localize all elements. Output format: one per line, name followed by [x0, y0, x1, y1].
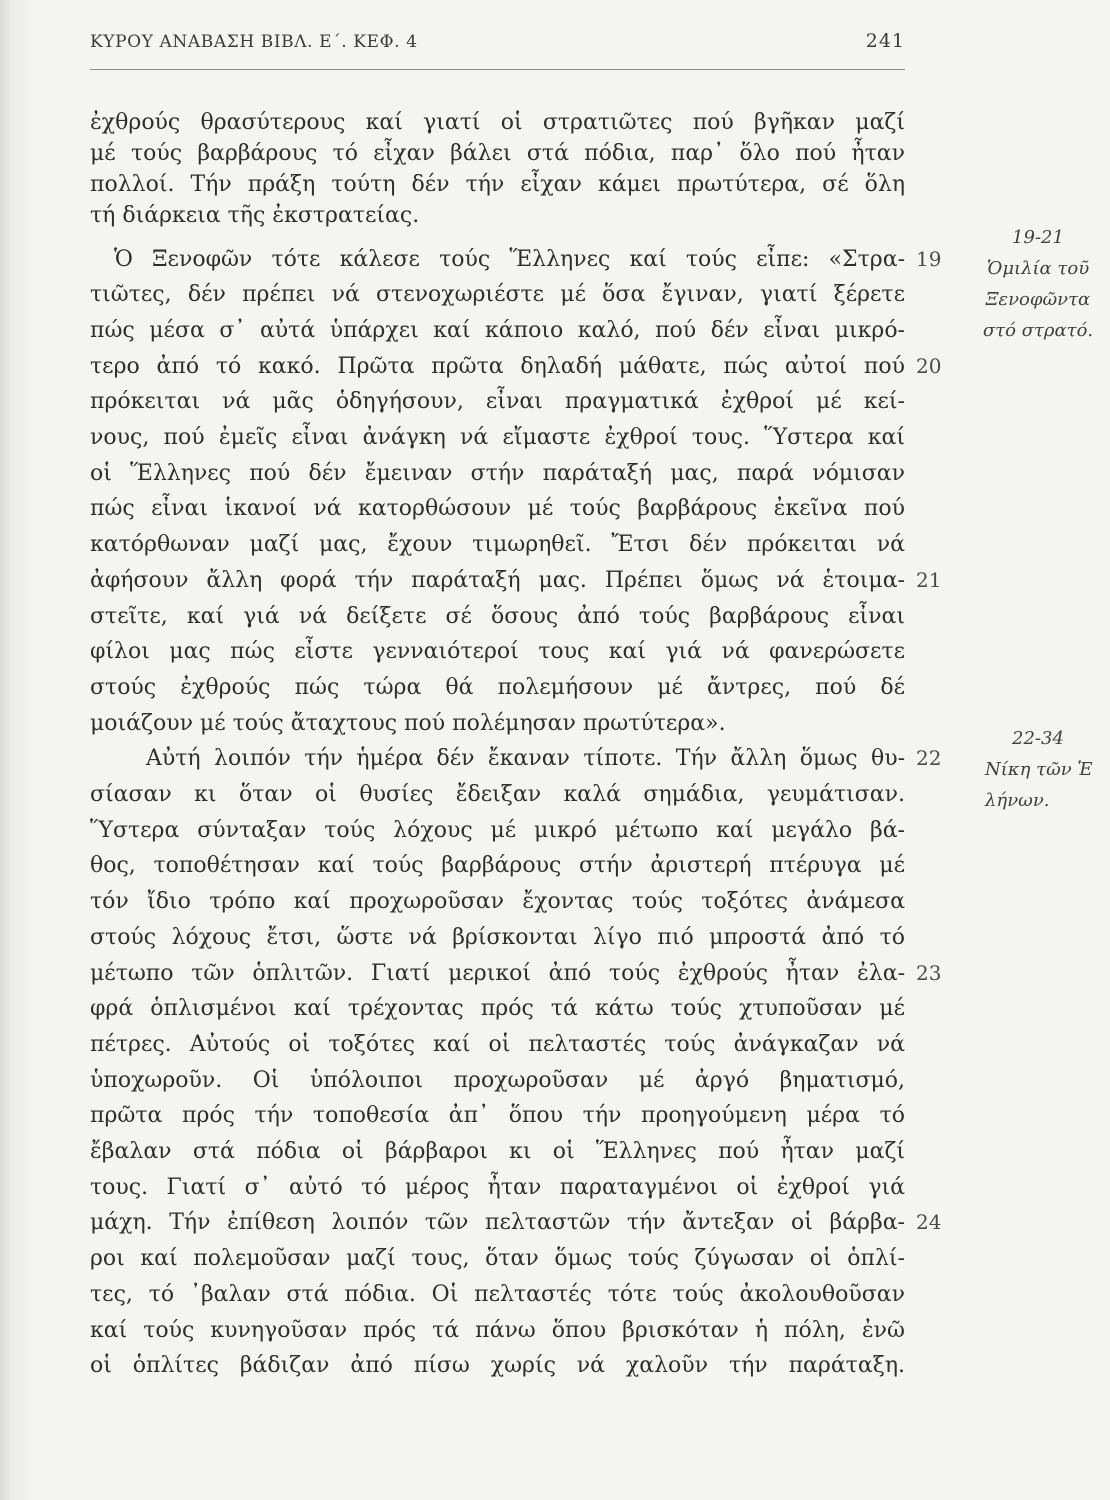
line-text: ὑποχωροῦν. Οἱ ὑπόλοιποι προχωροῦσαν μέ ἀργό βηματισμό, — [90, 1067, 905, 1093]
line-text: μάχη. Τήν ἐπίθεση λοιπόν τῶν πελταστῶν τήν ἄντεξαν οἱ βάρβα- — [90, 1210, 905, 1236]
line-text: ροι καί πολεμοῦσαν μαζί τους, ὅταν ὅμως τούς ζύγωσαν οἱ ὁπλί- — [90, 1246, 905, 1272]
text-line — [90, 741, 942, 777]
margin-note-line: Νίκη τῶν Ἑ — [985, 758, 1093, 780]
body-text — [90, 107, 942, 1384]
text-line — [90, 1205, 942, 1241]
text-line — [90, 920, 905, 956]
text-line — [90, 599, 905, 635]
line-text: στούς λόχους ἔτσι, ὥστε νά βρίσκονται λίγο πιό μπροστά ἀπό τό — [90, 924, 905, 950]
margin-note — [968, 222, 1108, 346]
line-text: οἱ Ἕλληνες πού δέν ἔμειναν στήν παράταξή μας, παρά νόμισαν — [90, 460, 905, 486]
text-line — [90, 884, 905, 920]
text-line — [90, 242, 942, 278]
page-number: 241 — [865, 30, 905, 52]
line-text: φίλοι μας πώς εἶστε γενναιότεροί τους καί γιά νά φανερώσετε — [90, 639, 905, 665]
line-text: πρόκειται νά μᾶς ὁδηγήσουν, εἶναι πραγματικά ἐχθροί μέ κεί- — [90, 389, 905, 415]
line-text: πώς μέσα σ᾽ αὐτά ὑπάρχει καί κάποιο καλό, πού δέν εἶναι μικρό- — [90, 317, 905, 343]
section-number: 23 — [916, 960, 942, 985]
line-text: πώς εἶναι ἱκανοί νά κατορθώσουν μέ τούς βαρβάρους ἐκεῖνα πού — [90, 496, 905, 522]
text-line — [90, 1134, 905, 1170]
text-line — [90, 1063, 905, 1099]
text-line — [90, 491, 905, 527]
line-text: ἀφήσουν ἄλλη φορά τήν παράταξή μας. Πρέπει ὅμως νά ἑτοιμα- — [90, 567, 905, 593]
line-text: οἱ ὁπλίτες βάδιζαν ἀπό πίσω χωρίς νά χαλοῦν τήν παράταξη. — [90, 1353, 905, 1379]
line-text: πρῶτα πρός τήν τοποθεσία ἀπ᾽ ὅπου τήν προηγούμενη μέρα τό — [90, 1103, 905, 1129]
paragraph — [90, 741, 942, 1384]
text-line — [90, 634, 905, 670]
text-line — [90, 349, 942, 385]
text-line — [90, 1098, 905, 1134]
text-line — [90, 813, 905, 849]
text-line — [90, 991, 905, 1027]
line-text: στούς ἐχθρούς πώς τώρα θά πολεμήσουν μέ ἄντρες, πού δέ — [90, 674, 905, 700]
line-text: τες, τό ᾽βαλαν στά πόδια. Οἱ πελταστές τότε τούς ἀκολουθοῦσαν — [90, 1281, 905, 1307]
text-line — [90, 956, 942, 992]
text-line — [90, 1241, 905, 1277]
section-number: 20 — [916, 353, 942, 378]
section-number: 24 — [916, 1210, 942, 1235]
margin-note-line: λήνων. — [985, 789, 1050, 811]
margin-note-line: Ὁμιλία τοῦ — [986, 257, 1090, 279]
line-text: θος, τοποθέτησαν καί τούς βαρβάρους στήν ἀριστερή πτέρυγα μέ — [90, 853, 905, 879]
line-text: πέτρες. Αὐτούς οἱ τοξότες καί οἱ πελταστές τούς ἀνάγκαζαν νά — [90, 1031, 905, 1057]
paragraph — [90, 242, 942, 742]
text-line — [90, 563, 942, 599]
section-number: 22 — [916, 746, 942, 771]
line-text: Ὕστερα σύνταξαν τούς λόχους μέ μικρό μέτωπο καί μεγάλο βά- — [90, 817, 905, 843]
line-text: τόν ἴδιο τρόπο καί προχωροῦσαν ἔχοντας τούς τοξότες ἀνάμεσα — [90, 889, 905, 915]
line-text: τή διάρκεια τῆς ἐκστρατείας. — [90, 203, 420, 228]
text-line — [90, 777, 905, 813]
text-line — [90, 848, 905, 884]
line-text: καί τούς κυνηγοῦσαν πρός τά πάνω ὅπου βρισκόταν ἡ πόλη, ἐνῶ — [90, 1317, 905, 1343]
line-text: τερο ἀπό τό κακό. Πρῶτα πρῶτα δηλαδή μάθατε, πώς αὐτοί πού — [90, 353, 905, 379]
margin-note — [968, 723, 1108, 816]
paragraph — [90, 107, 905, 231]
section-number: 19 — [916, 246, 942, 271]
text-line — [90, 169, 905, 200]
line-text: Αὐτή λοιπόν τήν ἡμέρα δέν ἔκαναν τίποτε. Τήν ἄλλη ὅμως θυ- — [146, 746, 905, 772]
header-rule — [90, 69, 905, 70]
line-text: κατόρθωναν μαζί μας, ἔχουν τιμωρηθεῖ. Ἔτσι δέν πρόκειται νά — [90, 532, 905, 558]
line-text: ἐχθρούς θρασύτερους καί γιατί οἱ στρατιῶτες πού βγῆκαν μαζί — [90, 110, 905, 135]
text-line — [90, 138, 905, 169]
text-line — [90, 670, 905, 706]
text-line — [90, 456, 905, 492]
text-line — [90, 1170, 905, 1206]
text-line — [90, 527, 905, 563]
line-text: μοιάζουν μέ τούς ἄταχτους πού πολέμησαν πρωτύτερα». — [90, 710, 726, 736]
line-text: Ὁ Ξενοφῶν τότε κάλεσε τούς Ἕλληνες καί τούς εἶπε: «Στρα- — [114, 246, 905, 272]
text-line — [90, 1313, 905, 1349]
line-text: νους, πού ἐμεῖς εἶναι ἀνάγκη νά εἴμαστε ἐχθροί τους. Ὕστερα καί — [90, 425, 905, 451]
line-text: μέτωπο τῶν ὁπλιτῶν. Γιατί μερικοί ἀπό τούς ἐχθρούς ἦταν ἐλα- — [90, 960, 905, 986]
text-line — [90, 1348, 905, 1384]
text-line — [90, 1027, 905, 1063]
line-text: τους. Γιατί σ᾽ αὐτό τό μέρος ἦταν παραταγμένοι οἱ ἐχθροί γιά — [90, 1174, 905, 1200]
section-number: 21 — [916, 567, 942, 592]
text-line — [90, 200, 905, 231]
text-line — [90, 107, 905, 138]
line-text: στεῖτε, καί γιά νά δείξετε σέ ὅσους ἀπό τούς βαρβάρους εἶναι — [90, 603, 905, 629]
line-text: πολλοί. Τήν πράξη τούτη δέν τήν εἶχαν κάμει πρωτύτερα, σέ ὅλη — [90, 172, 905, 197]
text-line — [90, 420, 905, 456]
line-text: ἔβαλαν στά πόδια οἱ βάρβαροι κι οἱ Ἕλληνες πού ἦταν μαζί — [90, 1139, 905, 1165]
line-text: μέ τούς βαρβάρους τό εἶχαν βάλει στά πόδια, παρ᾽ ὅλο πού ἦταν — [90, 141, 905, 166]
margin-note-line: Ξενοφῶντα — [985, 288, 1091, 310]
text-line — [90, 277, 905, 313]
margin-note-line: στό στρατό. — [982, 319, 1094, 341]
line-text: τιῶτες, δέν πρέπει νά στενοχωριέστε μέ ὅσα ἔγιναν, γιατί ξέρετε — [90, 282, 905, 308]
line-text: φρά ὁπλισμένοι καί τρέχοντας πρός τά κάτω τούς χτυποῦσαν μέ — [90, 996, 905, 1022]
running-title: ΚΥΡΟΥ ΑΝΑΒΑΣΗ ΒΙΒΛ. Ε΄. ΚΕΦ. 4 — [90, 32, 418, 52]
text-line — [90, 313, 905, 349]
text-line — [90, 706, 905, 742]
text-line — [90, 1277, 905, 1313]
margin-note-range: 22-34 — [1012, 727, 1064, 749]
line-text: σίασαν κι ὅταν οἱ θυσίες ἔδειξαν καλά σημάδια, γευμάτισαν. — [90, 782, 905, 808]
margin-note-range: 19-21 — [1012, 226, 1064, 248]
text-line — [90, 384, 905, 420]
